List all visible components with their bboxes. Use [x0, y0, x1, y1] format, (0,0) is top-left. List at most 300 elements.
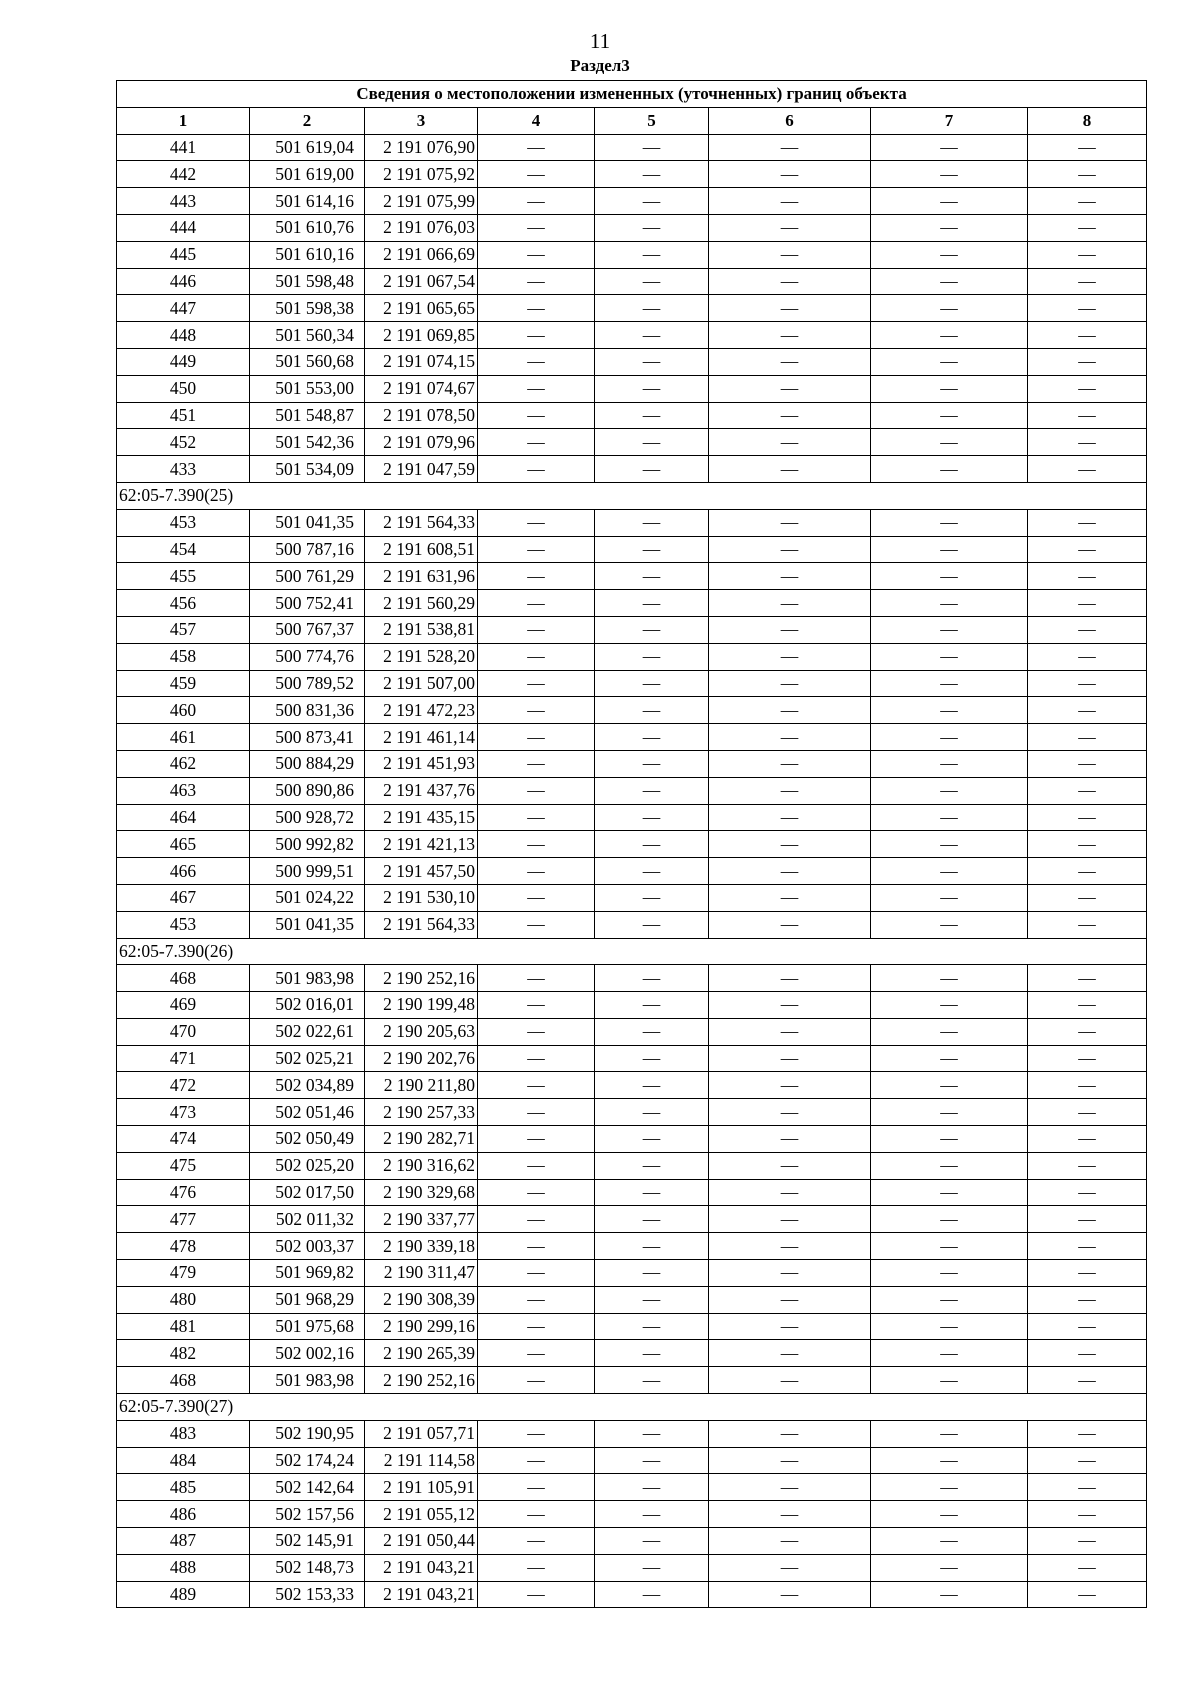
coordinate-x: 500 999,51 — [250, 858, 365, 885]
empty-cell: — — [1028, 1501, 1147, 1528]
empty-cell: — — [709, 1554, 871, 1581]
empty-cell: — — [1028, 188, 1147, 215]
empty-cell: — — [595, 536, 709, 563]
empty-cell: — — [1028, 1126, 1147, 1153]
empty-cell: — — [595, 1260, 709, 1287]
table-row — [117, 188, 1147, 215]
empty-cell: — — [709, 965, 871, 992]
empty-cell: — — [1028, 1233, 1147, 1260]
empty-cell: — — [478, 1474, 595, 1501]
point-number: 478 — [117, 1233, 250, 1260]
point-number: 475 — [117, 1152, 250, 1179]
empty-cell: — — [709, 1313, 871, 1340]
coordinate-x: 500 767,37 — [250, 616, 365, 643]
empty-cell: — — [709, 1367, 871, 1394]
table-body — [117, 134, 1147, 1608]
coordinate-y: 2 191 079,96 — [365, 429, 478, 456]
table-row — [117, 1072, 1147, 1099]
coordinate-x: 501 542,36 — [250, 429, 365, 456]
section-label: 62:05-7.390(26) — [117, 938, 1147, 965]
coordinate-y: 2 190 299,16 — [365, 1313, 478, 1340]
empty-cell: — — [871, 1126, 1028, 1153]
empty-cell: — — [595, 911, 709, 938]
empty-cell: — — [478, 1018, 595, 1045]
empty-cell: — — [1028, 161, 1147, 188]
point-number: 455 — [117, 563, 250, 590]
empty-cell: — — [478, 536, 595, 563]
empty-cell: — — [709, 161, 871, 188]
coordinate-x: 501 548,87 — [250, 402, 365, 429]
coordinate-y: 2 191 114,58 — [365, 1447, 478, 1474]
point-number: 468 — [117, 1367, 250, 1394]
empty-cell: — — [709, 1018, 871, 1045]
empty-cell: — — [478, 1554, 595, 1581]
empty-cell: — — [478, 295, 595, 322]
empty-cell: — — [709, 670, 871, 697]
coordinate-x: 502 157,56 — [250, 1501, 365, 1528]
empty-cell: — — [1028, 884, 1147, 911]
empty-cell: — — [1028, 750, 1147, 777]
empty-cell: — — [709, 911, 871, 938]
empty-cell: — — [871, 1340, 1028, 1367]
section-row — [117, 1394, 1147, 1421]
empty-cell: — — [709, 1501, 871, 1528]
empty-cell: — — [871, 1099, 1028, 1126]
table-row — [117, 670, 1147, 697]
empty-cell: — — [709, 804, 871, 831]
coordinate-y: 2 190 257,33 — [365, 1099, 478, 1126]
empty-cell: — — [1028, 697, 1147, 724]
empty-cell: — — [709, 429, 871, 456]
coordinate-x: 500 774,76 — [250, 643, 365, 670]
empty-cell: — — [595, 1528, 709, 1555]
empty-cell: — — [595, 858, 709, 885]
coordinate-x: 500 992,82 — [250, 831, 365, 858]
empty-cell: — — [871, 1581, 1028, 1608]
empty-cell: — — [478, 1340, 595, 1367]
empty-cell: — — [595, 1152, 709, 1179]
coordinate-x: 502 145,91 — [250, 1528, 365, 1555]
empty-cell: — — [871, 1447, 1028, 1474]
empty-cell: — — [871, 670, 1028, 697]
coordinate-x: 501 041,35 — [250, 911, 365, 938]
empty-cell: — — [709, 777, 871, 804]
empty-cell: — — [595, 1447, 709, 1474]
coordinate-y: 2 190 311,47 — [365, 1260, 478, 1287]
point-number: 480 — [117, 1286, 250, 1313]
empty-cell: — — [1028, 1179, 1147, 1206]
empty-cell: — — [478, 750, 595, 777]
empty-cell: — — [871, 536, 1028, 563]
empty-cell: — — [595, 1420, 709, 1447]
point-number: 472 — [117, 1072, 250, 1099]
coordinate-x: 500 761,29 — [250, 563, 365, 590]
empty-cell: — — [709, 1206, 871, 1233]
empty-cell: — — [1028, 1528, 1147, 1555]
point-number: 457 — [117, 616, 250, 643]
table-row — [117, 750, 1147, 777]
empty-cell: — — [871, 1206, 1028, 1233]
point-number: 481 — [117, 1313, 250, 1340]
empty-cell: — — [595, 509, 709, 536]
empty-cell: — — [595, 804, 709, 831]
column-header-4: 4 — [478, 107, 595, 134]
table-row — [117, 1045, 1147, 1072]
empty-cell: — — [1028, 1340, 1147, 1367]
table-row — [117, 1528, 1147, 1555]
coordinate-x: 502 050,49 — [250, 1126, 365, 1153]
empty-cell: — — [1028, 402, 1147, 429]
empty-cell: — — [1028, 804, 1147, 831]
empty-cell: — — [709, 1233, 871, 1260]
column-header-5: 5 — [595, 107, 709, 134]
empty-cell: — — [1028, 1072, 1147, 1099]
empty-cell: — — [1028, 777, 1147, 804]
empty-cell: — — [709, 884, 871, 911]
table-row — [117, 241, 1147, 268]
coordinate-x: 502 022,61 — [250, 1018, 365, 1045]
table-row — [117, 322, 1147, 349]
empty-cell: — — [1028, 1474, 1147, 1501]
empty-cell: — — [709, 134, 871, 161]
coordinate-y: 2 191 069,85 — [365, 322, 478, 349]
section-label: 62:05-7.390(27) — [117, 1394, 1147, 1421]
point-number: 461 — [117, 724, 250, 751]
point-number: 460 — [117, 697, 250, 724]
point-number: 479 — [117, 1260, 250, 1287]
empty-cell: — — [595, 1045, 709, 1072]
point-number: 483 — [117, 1420, 250, 1447]
empty-cell: — — [595, 1233, 709, 1260]
empty-cell: — — [478, 884, 595, 911]
empty-cell: — — [709, 992, 871, 1019]
empty-cell: — — [1028, 992, 1147, 1019]
empty-cell: — — [1028, 1099, 1147, 1126]
empty-cell: — — [478, 563, 595, 590]
coordinate-y: 2 191 437,76 — [365, 777, 478, 804]
column-header-6: 6 — [709, 107, 871, 134]
empty-cell: — — [595, 1340, 709, 1367]
table-row — [117, 724, 1147, 751]
coordinate-y: 2 191 564,33 — [365, 911, 478, 938]
empty-cell: — — [871, 1501, 1028, 1528]
empty-cell: — — [1028, 643, 1147, 670]
table-row — [117, 509, 1147, 536]
coordinate-y: 2 191 043,21 — [365, 1581, 478, 1608]
coordinates-table — [116, 80, 1147, 1608]
empty-cell: — — [709, 456, 871, 483]
table-row — [117, 1018, 1147, 1045]
empty-cell: — — [478, 965, 595, 992]
empty-cell: — — [1028, 1206, 1147, 1233]
empty-cell: — — [709, 1581, 871, 1608]
point-number: 454 — [117, 536, 250, 563]
empty-cell: — — [871, 1179, 1028, 1206]
coordinate-y: 2 191 631,96 — [365, 563, 478, 590]
coordinate-x: 501 560,68 — [250, 348, 365, 375]
coordinate-y: 2 191 507,00 — [365, 670, 478, 697]
table-row — [117, 858, 1147, 885]
coordinate-y: 2 191 530,10 — [365, 884, 478, 911]
point-number: 450 — [117, 375, 250, 402]
point-number: 441 — [117, 134, 250, 161]
empty-cell: — — [709, 616, 871, 643]
empty-cell: — — [871, 134, 1028, 161]
coordinate-y: 2 191 528,20 — [365, 643, 478, 670]
table-caption: Сведения о местоположении измененных (уточненных) границ объекта — [117, 81, 1147, 108]
empty-cell: — — [595, 241, 709, 268]
table-row — [117, 1313, 1147, 1340]
empty-cell: — — [871, 1233, 1028, 1260]
empty-cell: — — [478, 724, 595, 751]
coordinate-x: 501 968,29 — [250, 1286, 365, 1313]
table-row — [117, 643, 1147, 670]
coordinate-y: 2 191 066,69 — [365, 241, 478, 268]
empty-cell: — — [478, 1260, 595, 1287]
table-row — [117, 911, 1147, 938]
point-number: 477 — [117, 1206, 250, 1233]
empty-cell: — — [1028, 268, 1147, 295]
empty-cell: — — [871, 456, 1028, 483]
empty-cell: — — [595, 724, 709, 751]
coordinate-x: 500 752,41 — [250, 590, 365, 617]
empty-cell: — — [709, 241, 871, 268]
empty-cell: — — [1028, 1554, 1147, 1581]
point-number: 452 — [117, 429, 250, 456]
empty-cell: — — [709, 1447, 871, 1474]
coordinate-x: 501 983,98 — [250, 1367, 365, 1394]
empty-cell: — — [1028, 590, 1147, 617]
coordinate-y: 2 191 564,33 — [365, 509, 478, 536]
empty-cell: — — [1028, 375, 1147, 402]
empty-cell: — — [709, 1528, 871, 1555]
point-number: 482 — [117, 1340, 250, 1367]
empty-cell: — — [1028, 1313, 1147, 1340]
empty-cell: — — [871, 992, 1028, 1019]
empty-cell: — — [478, 1581, 595, 1608]
empty-cell: — — [478, 831, 595, 858]
empty-cell: — — [1028, 348, 1147, 375]
empty-cell: — — [595, 1581, 709, 1608]
table-row — [117, 804, 1147, 831]
empty-cell: — — [1028, 616, 1147, 643]
empty-cell: — — [478, 322, 595, 349]
empty-cell: — — [871, 911, 1028, 938]
empty-cell: — — [709, 402, 871, 429]
empty-cell: — — [595, 295, 709, 322]
table-row — [117, 563, 1147, 590]
empty-cell: — — [871, 1072, 1028, 1099]
table-row — [117, 616, 1147, 643]
point-number: 484 — [117, 1447, 250, 1474]
table-row — [117, 268, 1147, 295]
empty-cell: — — [595, 188, 709, 215]
table-row — [117, 375, 1147, 402]
empty-cell: — — [595, 750, 709, 777]
point-number: 463 — [117, 777, 250, 804]
coordinate-y: 2 190 252,16 — [365, 1367, 478, 1394]
empty-cell: — — [478, 1420, 595, 1447]
empty-cell: — — [478, 643, 595, 670]
empty-cell: — — [871, 1018, 1028, 1045]
coordinate-y: 2 190 205,63 — [365, 1018, 478, 1045]
empty-cell: — — [1028, 858, 1147, 885]
coordinate-y: 2 191 451,93 — [365, 750, 478, 777]
empty-cell: — — [871, 1152, 1028, 1179]
empty-cell: — — [478, 992, 595, 1019]
point-number: 456 — [117, 590, 250, 617]
empty-cell: — — [478, 1528, 595, 1555]
empty-cell: — — [871, 1313, 1028, 1340]
empty-cell: — — [709, 643, 871, 670]
coordinate-x: 501 553,00 — [250, 375, 365, 402]
empty-cell: — — [595, 456, 709, 483]
section-label: 62:05-7.390(25) — [117, 482, 1147, 509]
coordinate-x: 502 174,24 — [250, 1447, 365, 1474]
coordinate-y: 2 191 457,50 — [365, 858, 478, 885]
empty-cell: — — [478, 1367, 595, 1394]
empty-cell: — — [709, 509, 871, 536]
coordinate-x: 502 003,37 — [250, 1233, 365, 1260]
empty-cell: — — [478, 241, 595, 268]
empty-cell: — — [871, 1420, 1028, 1447]
coordinate-x: 502 025,21 — [250, 1045, 365, 1072]
empty-cell: — — [871, 1367, 1028, 1394]
empty-cell: — — [478, 1313, 595, 1340]
empty-cell: — — [595, 214, 709, 241]
coordinate-x: 502 016,01 — [250, 992, 365, 1019]
empty-cell: — — [871, 1260, 1028, 1287]
coordinate-y: 2 191 043,21 — [365, 1554, 478, 1581]
empty-cell: — — [871, 509, 1028, 536]
empty-cell: — — [478, 348, 595, 375]
table-row — [117, 402, 1147, 429]
empty-cell: — — [871, 295, 1028, 322]
empty-cell: — — [595, 1474, 709, 1501]
empty-cell: — — [871, 965, 1028, 992]
empty-cell: — — [595, 134, 709, 161]
table-row — [117, 1420, 1147, 1447]
empty-cell: — — [1028, 1581, 1147, 1608]
table-row — [117, 992, 1147, 1019]
empty-cell: — — [478, 1447, 595, 1474]
coordinate-x: 500 789,52 — [250, 670, 365, 697]
empty-cell: — — [478, 616, 595, 643]
empty-cell: — — [709, 536, 871, 563]
empty-cell: — — [871, 1045, 1028, 1072]
coordinate-y: 2 190 329,68 — [365, 1179, 478, 1206]
empty-cell: — — [709, 1260, 871, 1287]
empty-cell: — — [478, 1501, 595, 1528]
point-number: 442 — [117, 161, 250, 188]
coordinate-y: 2 191 057,71 — [365, 1420, 478, 1447]
empty-cell: — — [478, 697, 595, 724]
empty-cell: — — [871, 375, 1028, 402]
empty-cell: — — [709, 724, 871, 751]
table-row — [117, 1581, 1147, 1608]
empty-cell: — — [595, 348, 709, 375]
empty-cell: — — [478, 402, 595, 429]
empty-cell: — — [871, 697, 1028, 724]
coordinate-y: 2 191 067,54 — [365, 268, 478, 295]
empty-cell: — — [595, 831, 709, 858]
empty-cell: — — [709, 697, 871, 724]
empty-cell: — — [709, 563, 871, 590]
coordinate-x: 500 831,36 — [250, 697, 365, 724]
empty-cell: — — [1028, 322, 1147, 349]
column-header-1: 1 — [117, 107, 250, 134]
empty-cell: — — [871, 268, 1028, 295]
column-header-3: 3 — [365, 107, 478, 134]
coordinate-x: 501 975,68 — [250, 1313, 365, 1340]
coordinate-y: 2 191 608,51 — [365, 536, 478, 563]
empty-cell: — — [1028, 1152, 1147, 1179]
empty-cell: — — [709, 375, 871, 402]
coordinate-y: 2 191 560,29 — [365, 590, 478, 617]
empty-cell: — — [871, 214, 1028, 241]
coordinate-y: 2 191 076,03 — [365, 214, 478, 241]
empty-cell: — — [871, 858, 1028, 885]
empty-cell: — — [595, 590, 709, 617]
empty-cell: — — [1028, 429, 1147, 456]
empty-cell: — — [478, 188, 595, 215]
empty-cell: — — [709, 1099, 871, 1126]
empty-cell: — — [478, 1099, 595, 1126]
empty-cell: — — [595, 1099, 709, 1126]
empty-cell: — — [595, 322, 709, 349]
empty-cell: — — [1028, 134, 1147, 161]
coordinate-y: 2 191 047,59 — [365, 456, 478, 483]
empty-cell: — — [595, 1286, 709, 1313]
empty-cell: — — [478, 375, 595, 402]
column-header-8: 8 — [1028, 107, 1147, 134]
empty-cell: — — [709, 590, 871, 617]
empty-cell: — — [478, 777, 595, 804]
coordinate-y: 2 191 050,44 — [365, 1528, 478, 1555]
empty-cell: — — [1028, 456, 1147, 483]
table-row — [117, 134, 1147, 161]
empty-cell: — — [595, 1072, 709, 1099]
column-header-7: 7 — [871, 107, 1028, 134]
point-number: 466 — [117, 858, 250, 885]
empty-cell: — — [709, 1126, 871, 1153]
table-row — [117, 1447, 1147, 1474]
table-row — [117, 1501, 1147, 1528]
empty-cell: — — [478, 268, 595, 295]
empty-cell: — — [871, 724, 1028, 751]
empty-cell: — — [478, 590, 595, 617]
coordinate-y: 2 191 461,14 — [365, 724, 478, 751]
table-row — [117, 1340, 1147, 1367]
coordinate-x: 501 598,38 — [250, 295, 365, 322]
empty-cell: — — [595, 268, 709, 295]
empty-cell: — — [709, 858, 871, 885]
empty-cell: — — [478, 911, 595, 938]
empty-cell: — — [478, 456, 595, 483]
empty-cell: — — [871, 1474, 1028, 1501]
coordinate-y: 2 190 316,62 — [365, 1152, 478, 1179]
point-number: 453 — [117, 509, 250, 536]
empty-cell: — — [595, 1206, 709, 1233]
coordinate-y: 2 191 472,23 — [365, 697, 478, 724]
empty-cell: — — [478, 429, 595, 456]
table-row — [117, 536, 1147, 563]
coordinate-x: 501 534,09 — [250, 456, 365, 483]
table-row — [117, 1179, 1147, 1206]
table-caption-row — [117, 81, 1147, 108]
empty-cell: — — [595, 670, 709, 697]
table-row — [117, 1367, 1147, 1394]
